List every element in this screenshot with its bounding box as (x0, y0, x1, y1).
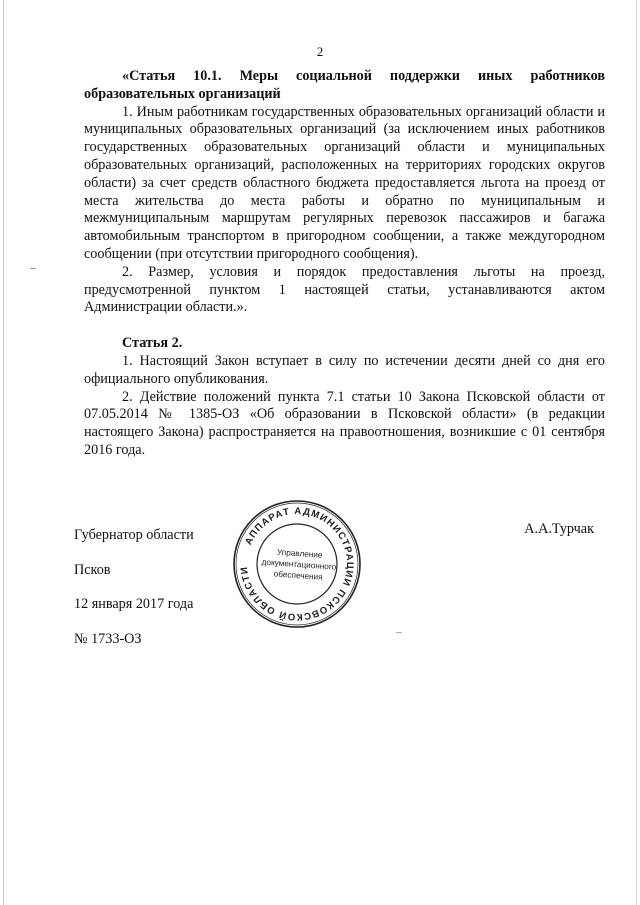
signatory-name: А.А.Турчак (524, 521, 594, 537)
article-2-paragraph-2: 2. Действие положений пункта 7.1 статьи 10 Закона Псковской области от 07.05.2014 № 1385-ОЗ «Об образовании в Псковской области» (в редакции настоящего Закона) распространяется на правоотношения, возникшие с 01 сентября 2016 года. (84, 388, 605, 458)
seal-ring-text: АППАРАТ АДМИНИСТРАЦИИ ПСКОВСКОЙ ОБЛАСТИ (238, 505, 356, 623)
page-number: 2 (316, 44, 324, 59)
signer-position: Губернатор области (74, 527, 194, 543)
official-seal (231, 498, 363, 630)
article-10-1-paragraph-1: 1. Иным работникам государственных образовательных организаций области и муниципальных образовательных организаций (за исключением иных работников государственных образовательных организаций области и муниципальных образовательных организаций, расположенных на территориях городских округов области) за счет средств областного бюджета предоставляется льгота на проезд от места жительства до места работы и обратно по муниципальным и межмуниципальным маршрутам регулярных перевозок пассажиров и багажа автомобильным транспортом в пригородном сообщении, а также междугородном сообщении (при отсутствии пригородного сообщения). (84, 103, 605, 262)
article-2-heading: Статья 2. (122, 335, 183, 352)
seal-center-line-1: Управление (276, 547, 323, 560)
article-10-1-paragraph-2: 2. Размер, условия и порядок предоставления льготы на проезд, предусмотренной пунктом 1 настоящей статьи, устанавливаются актом Администрации области.». (84, 263, 605, 316)
signing-city: Псков (74, 562, 111, 578)
article-10-1-heading: «Статья 10.1. Меры социальной поддержки иных работников образовательных организаций (84, 68, 605, 102)
law-number: № 1733-ОЗ (74, 631, 142, 647)
stray-mark (396, 632, 402, 633)
seal-center-line-2: документационного (261, 557, 337, 572)
seal-center-line-3: обеспечения (273, 569, 323, 582)
law-text (84, 68, 605, 460)
scan-edge-left (3, 0, 4, 905)
margin-mark (30, 268, 36, 269)
article-2-paragraph-1: 1. Настоящий Закон вступает в силу по истечении десяти дней со дня его официального опубликования. (84, 352, 605, 387)
scan-edge-right (636, 0, 637, 905)
signing-date: 12 января 2017 года (74, 596, 194, 612)
